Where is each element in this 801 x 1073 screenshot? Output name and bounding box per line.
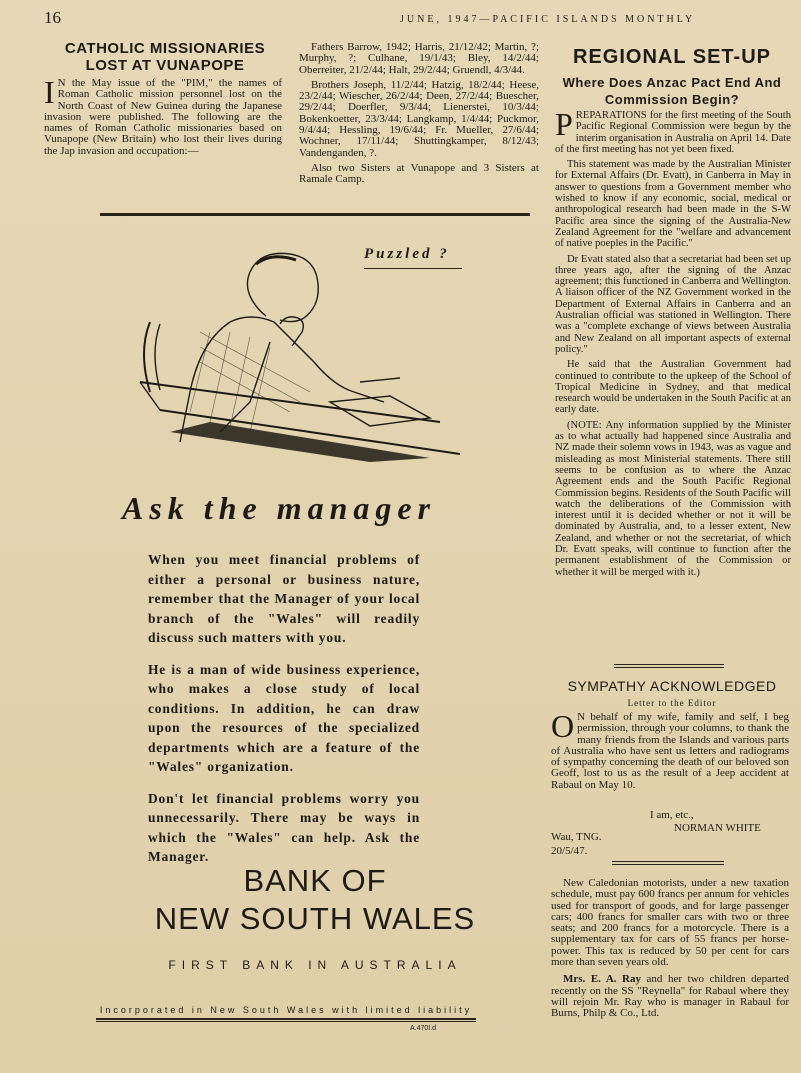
- sympathy-top-rule: [614, 664, 724, 665]
- newcal-top-rule: [612, 861, 724, 862]
- page-number: 16: [44, 8, 61, 27]
- bank-name-line-1: BANK OF: [243, 863, 387, 898]
- catholic-brothers: Brothers Joseph, 11/2/44; Hatzig, 18/2/44; Heese, 23/2/44; Wiescher, 26/2/44; Deen, 27/2/44; Buescher, 29/2/44; Doerfler, 9/3/44; Lienerstei, 10/3/44; Bokenkoetter, 23/3/44; Langkamp, 1/4/44; Puckmor, 9/4/44; Hessling, 19/6/44; Fr. Mueller, 27/6/44; Wochner, 17/11/44; Shuttingkamper, 8/12/43; Vandenganden, ?.: [299, 78, 539, 159]
- bank-tagline: FIRST BANK IN AUSTRALIA: [168, 958, 462, 972]
- ad-puzzled: Puzzled ?: [364, 246, 450, 262]
- sympathy-top-rule-2: [614, 667, 724, 668]
- sympathy-subtitle: Letter to the Editor: [627, 698, 717, 708]
- sympathy-signature: NORMAN WHITE: [674, 822, 761, 834]
- sympathy-closing: I am, etc.,: [650, 809, 694, 821]
- ad-headline: Ask the manager: [122, 490, 437, 526]
- bank-name-line-2: NEW SOUTH WALES: [154, 901, 476, 936]
- ad-paragraph-3: Don't let financial problems worry you unnecessarily. There may be ways in which the "Wales" can help. Ask the Manager.: [148, 790, 420, 864]
- sympathy-para: [551, 708, 789, 791]
- regional-para-1: [555, 106, 791, 155]
- newcal-body: [551, 878, 789, 1024]
- ad-paragraph-2: He is a man of wide business experience, who makes a close study of local conditions. In addition, he can draw upon the resources of the specialized departments which are a feature of the "Wales" organization.: [148, 661, 420, 774]
- catholic-intro: N the May issue of the "PIM," the names of Roman Catholic mission personnel lost on the North Coast of New Guinea during the Japanese invasion were published. The following are the names of Roman Catholic missionaries based on Vunapope (New Britain) who lost their lives during the Jap invasion and occupation:—: [44, 77, 282, 157]
- catholic-dropcap: I: [44, 74, 55, 110]
- ray-para: [551, 974, 789, 1019]
- ad-copy: [148, 550, 420, 867]
- ad-bottom-rule-2: [96, 1021, 476, 1022]
- regional-subtitle: Where Does Anzac Pact End And Commission Begin?: [562, 75, 782, 107]
- sympathy-place: Wau, TNG.: [551, 831, 602, 843]
- catholic-col2: [299, 42, 539, 190]
- regional-dropcap: P: [555, 106, 573, 142]
- catholic-col1: [44, 74, 282, 161]
- sympathy-text: N behalf of my wife, family and self, I beg permission, through your columns, to thank the many friends from the Islands and various parts of Australia who have sent us letters and radiograms of sympathy concerning the death of our beloved son Geoff, lost to us as the result of a Jeep accident at Rabaul on May 10.: [551, 711, 789, 791]
- ray-name: Mrs. E. A. Ray: [563, 973, 642, 986]
- regional-para-2: This statement was made by the Australian Minister for External Affairs (Dr. Evatt), in Canberra in May in answer to questions from a Government member who wished to know if any economic, social, medical or anthropological research had been made in the S-W Pacific area since the signing of the Australia-New Zealand Agreement for the "welfare and advancement of native poeples in the Pacific.": [555, 159, 791, 250]
- catholic-fathers: Fathers Barrow, 1942; Harris, 21/12/42; Martin, ?; Murphy, ?; Culhane, 19/1/43; Bley, 14/2/44; Oberreiter, 21/2/44; Halt, 29/2/44; Gruendl, 4/3/44.: [299, 41, 539, 76]
- bank-name: [100, 862, 530, 938]
- ad-paragraph-1: When you meet financial problems of either a personal or business nature, remember that the Manager of your local branch of the "Wales" will readily discuss such matters with you.: [148, 552, 420, 645]
- ad-top-rule: [100, 213, 530, 216]
- regional-para-3: Dr Evatt stated also that a secretariat had been set up three years ago, after the signing of the Anzac agreement; this functioned in Canberra and Wellington. A liaison officer of the NZ Government worked in the Department of External Affairs in Canberra and an Australian official was stationed in Wellington. There was a "complete exchange of views between Australia and New Zealand on all important aspects of external policy.": [555, 253, 791, 355]
- sympathy-dropcap: O: [551, 708, 575, 744]
- regional-para-4: He said that the Australian Government had continued to contribute to the upkeep of the School of Tropical Medicine in Sydney, and that medical research would be undertaken in the South Pacific at an early date.: [555, 359, 791, 416]
- running-head: JUNE, 1947—PACIFIC ISLANDS MONTHLY: [400, 14, 696, 25]
- catholic-intro-para: [44, 74, 282, 157]
- catholic-title: CATHOLIC MISSIONARIES LOST AT VUNAPOPE: [64, 40, 266, 74]
- newcal-para: New Caledonian motorists, under a new taxation schedule, must pay 600 francs per annum for vehicles used for transport of goods, and for large passenger cars; 400 francs for smaller cars with two or three seats; and 200 francs for a motorcycle. There is a supplementary tax for cars of 55 francs per horse-power. This tax is reduced by 50 per cent for cars more than seven years old.: [551, 877, 789, 969]
- sympathy-date: 20/5/47.: [551, 845, 588, 857]
- ad-puzzled-underline: [364, 268, 462, 269]
- regional-title: REGIONAL SET-UP: [573, 46, 771, 68]
- catholic-sisters: Also two Sisters at Vunapope and 3 Sisters at Ramale Camp.: [299, 161, 539, 186]
- ad-bottom-rule-1: [96, 1018, 476, 1020]
- regional-p1-text: REPARATIONS for the first meeting of the South Pacific Regional Commission were begun by the interim organisation in Australia on April 14. Date of the first meeting has not yet been fixed.: [555, 110, 791, 155]
- sympathy-title: SYMPATHY ACKNOWLEDGED: [567, 678, 777, 694]
- ray-text: and her two children departed recently on the SS "Reynella" for Rabaul where they will rejoin Mr. Ray who is manager in Rabaul for Burns, Philp & Co., Ltd.: [551, 973, 789, 1020]
- regional-para-5: (NOTE: Any information supplied by the Minister as to what actually had happened since Australia and NZ made their solemn vows in 1943, was as vague and misleading as most Ministerial statements. There still seems to be confusion as to where the Anzac Agreement ends and the South Pacific Regional Commission begins. Residents of the South Pacific will watch the deliberations of the Commission with interest until it is decided whether or not it will be dominated by Australia, and, to a lesser extent, New Zealand, and whether or not the secretariat, of which Dr. Evatt speaks, will continue to function after the permanent establishment of the Commission or whether it will be merged with it.): [555, 419, 791, 578]
- bank-incorporated: Incorporated in New South Wales with limited liability: [99, 1005, 473, 1015]
- regional-body: [555, 106, 791, 582]
- newcal-top-rule-2: [612, 864, 724, 865]
- ad-code: A.470I.d: [410, 1025, 437, 1032]
- sympathy-body: [551, 708, 789, 795]
